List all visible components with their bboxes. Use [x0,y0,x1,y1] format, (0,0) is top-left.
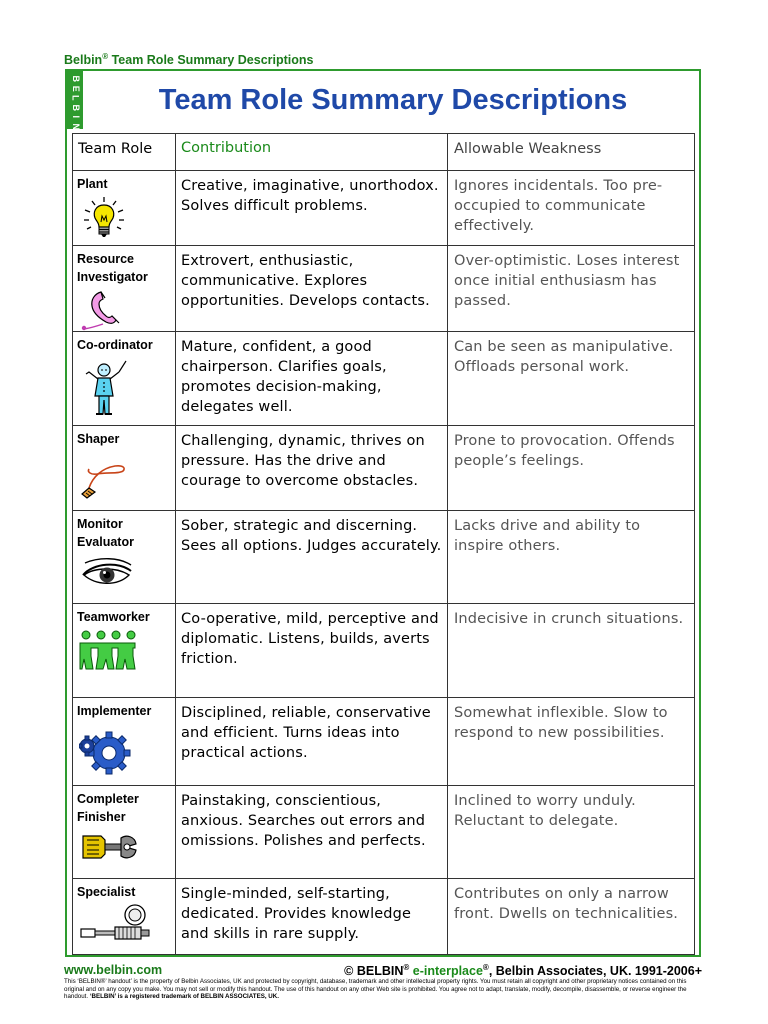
role-name: Implementer [77,704,152,718]
contribution-text: Disciplined, reliable, conservative and efficient. Turns ideas into practical actions. [176,698,448,786]
table-row [73,332,695,426]
role-cell [73,426,176,511]
role-name: Shaper [77,432,120,446]
side-letter: L [70,95,81,101]
table-row [73,698,695,786]
weakness-text: Over-optimistic. Loses interest once initial enthusiasm has passed. [448,246,695,332]
lightbulb-icon [79,196,129,240]
contribution-text: Creative, imaginative, unorthodox. Solves difficult problems. [176,171,448,246]
table-header-row [73,134,695,171]
eye-icon [79,557,135,591]
side-letter: B [70,75,81,82]
table-row [73,426,695,511]
contribution-text: Co-operative, mild, perceptive and diplomatic. Listens, builds, averts friction. [176,604,448,698]
role-cell [73,332,176,426]
plug-icon [79,903,159,943]
legal-text: This ‘BELBIN®’ handout’ is the property of Belbin Associates, UK and protected by copyright, database, trademark and other intellectual property rights. You must retain all copyright and other proprietary notices contained on this original and on any copy you make. You may not sell or modify this handout. The use of this handout on any other Web site is prohibited. You agree not to adapt, translate, modify, decompile, disassemble, or reverse engineer the handout. [64,978,687,1000]
copyright-suffix: , Belbin Associates, UK. 1991-2006+ [488,964,702,979]
role-cell [73,786,176,879]
team-role-table [72,133,695,955]
contribution-text: Challenging, dynamic, thrives on pressure. Has the drive and courage to overcome obstacles. [176,426,448,511]
weakness-text: Prone to provocation. Offends people’s feelings. [448,426,695,511]
page-title: Team Role Summary Descriptions [158,84,628,116]
telephone-icon [79,288,129,332]
header-team-role: Team Role [73,134,176,171]
header-brand: Belbin [64,53,103,68]
contribution-text: Extrovert, enthusiastic, communicative. Explores opportunities. Develops contacts. [176,246,448,332]
table-row [73,511,695,604]
contribution-text: Mature, confident, a good chairperson. Clarifies goals, promotes decision-making, delegates well. [176,332,448,426]
contribution-text: Single-minded, self-starting, dedicated. Provides knowledge and skills in rare supply. [176,879,448,955]
weakness-text: Can be seen as manipulative. Offloads personal work. [448,332,695,426]
legal-trademark: ‘BELBIN’ is a registered trademark of BELBIN ASSOCIATES, UK. [88,993,279,1000]
people-chain-icon [79,629,137,671]
spanner-icon [79,824,139,870]
weakness-text: Indecisive in crunch situations. [448,604,695,698]
role-cell [73,879,176,955]
side-letter: N [70,123,81,130]
side-letter: I [70,115,81,119]
table-row [73,171,695,246]
whip-icon [79,452,129,502]
header-registered: ® [102,52,109,61]
legal-notice [64,978,704,1001]
weakness-text: Somewhat inflexible. Slow to respond to new possibilities. [448,698,695,786]
header-contribution: Contribution [176,134,448,171]
copyright-einterplace: e-interplace [409,964,483,979]
side-letter: B [70,104,81,111]
table-row [73,604,695,698]
role-cell [73,511,176,604]
side-letter: E [70,85,81,92]
role-name: Monitor Evaluator [77,517,134,549]
table-row [73,879,695,955]
conductor-icon [79,356,129,420]
role-cell [73,171,176,246]
copyright-prefix: © BELBIN [344,964,404,979]
weakness-text: Inclined to worry unduly. Reluctant to delegate. [448,786,695,879]
role-name: Specialist [77,885,136,899]
role-name: Completer Finisher [77,792,139,824]
role-name: Co-ordinator [77,338,153,352]
website-link[interactable]: www.belbin.com [64,963,163,977]
table-row [73,246,695,332]
header-text: Team Role Summary Descriptions [108,53,314,68]
weakness-text: Ignores incidentals. Too pre-occupied to communicate effectively. [448,171,695,246]
role-name: Teamworker [77,610,150,624]
role-cell [73,246,176,332]
table-row [73,786,695,879]
copyright-registered: ® [403,963,410,972]
role-name: Plant [77,177,108,191]
role-cell [73,698,176,786]
gears-icon [79,728,133,780]
header-title [64,52,314,67]
role-cell [73,604,176,698]
copyright-line [344,963,702,978]
copyright-registered-2: ® [482,963,489,972]
contribution-text: Painstaking, conscientious, anxious. Searches out errors and omissions. Polishes and perfects. [176,786,448,879]
header-allowable-weakness: Allowable Weakness [448,134,695,171]
weakness-text: Lacks drive and ability to inspire others. [448,511,695,604]
contribution-text: Sober, strategic and discerning. Sees all options. Judges accurately. [176,511,448,604]
weakness-text: Contributes on only a narrow front. Dwells on technicalities. [448,879,695,955]
role-name: Resource Investigator [77,252,148,284]
